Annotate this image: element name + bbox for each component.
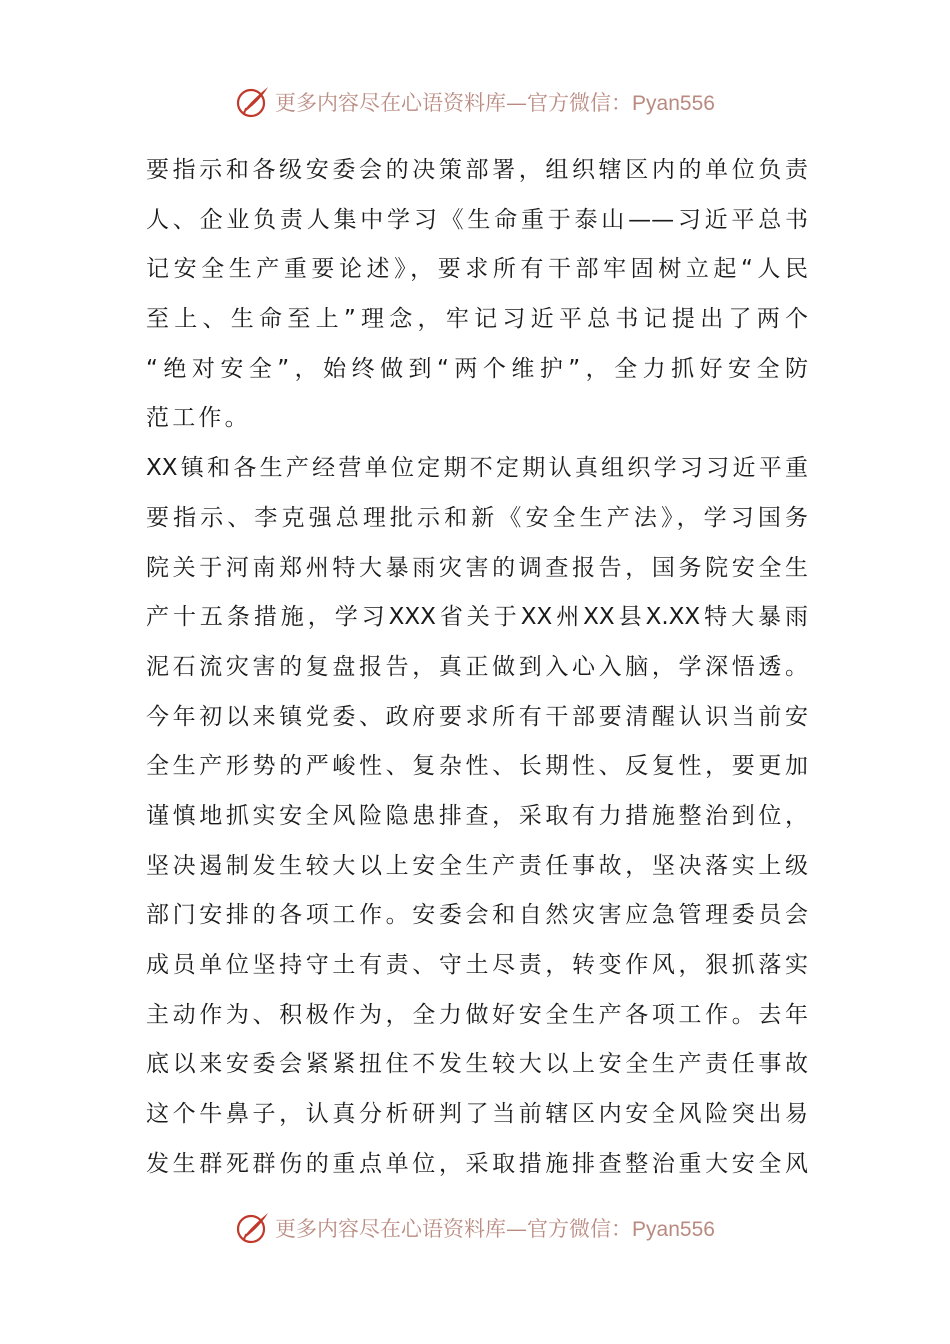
footer-banner bbox=[0, 1208, 950, 1248]
body-line: 底以来安委会紧紧扭住不发生较大以上安全生产责任事故 bbox=[146, 1051, 808, 1078]
footer-wechat-id: Pyan556 bbox=[632, 1218, 715, 1241]
body-line: 记安全生产重要论述》，要求所有干部牢固树立起“人民 bbox=[146, 256, 808, 283]
body-line: 坚决遏制发生较大以上安全生产责任事故，坚决落实上级 bbox=[146, 852, 808, 879]
body-line: 谨慎地抓实安全风险隐患排查，采取有力措施整治到位， bbox=[146, 802, 808, 829]
body-line: 范工作。 bbox=[146, 405, 251, 432]
quill-pen-logo-icon bbox=[235, 1210, 271, 1246]
body-line: 今年初以来镇党委、政府要求所有干部要清醒认识当前安 bbox=[146, 703, 808, 730]
body-line: 成员单位坚持守土有责、守土尽责，转变作风，狠抓落实 bbox=[146, 952, 808, 978]
body-line: 这个牛鼻子，认真分析研判了当前辖区内安全风险突出易 bbox=[146, 1101, 808, 1128]
body-line: 部门安排的各项工作。安委会和自然灾害应急管理委员会 bbox=[146, 902, 808, 929]
body-line: 要指示、李克强总理批示和新《安全生产法》，学习国务 bbox=[146, 504, 808, 531]
header-banner bbox=[0, 82, 950, 122]
body-line: 要指示和各级安委会的决策部署，组织辖区内的单位负责 bbox=[146, 157, 808, 183]
body-line: 主动作为、积极作为，全力做好安全生产各项工作。去年 bbox=[146, 1001, 808, 1028]
quill-pen-logo-icon bbox=[235, 84, 271, 120]
body-line: XX镇和各生产经营单位定期不定期认真组织学习习近平重 bbox=[146, 455, 808, 482]
body-line: 全生产形势的严峻性、复杂性、长期性、反复性，要更加 bbox=[146, 753, 808, 780]
body-line: 人、企业负责人集中学习《生命重于泰山——习近平总书 bbox=[146, 206, 808, 233]
document-body bbox=[146, 146, 808, 1189]
footer-banner-text: 更多内容尽在心语资料库—官方微信：Pyan556 bbox=[275, 1217, 715, 1241]
body-line: 院关于河南郑州特大暴雨灾害的调查报告，国务院安全生 bbox=[146, 554, 808, 581]
body-line: 发生群死群伤的重点单位，采取措施排查整治重大安全风 bbox=[146, 1150, 808, 1177]
body-line: 产十五条措施，学习XXX省关于XX州XX县X.XX特大暴雨 bbox=[146, 604, 808, 631]
body-line: “绝对安全”，始终做到“两个维护”，全力抓好安全防 bbox=[146, 355, 808, 382]
header-wechat-id: Pyan556 bbox=[632, 92, 715, 115]
body-line: 泥石流灾害的复盘报告，真正做到入心入脑，学深悟透。 bbox=[146, 653, 808, 680]
body-line: 至上、生命至上”理念，牢记习近平总书记提出了两个 bbox=[146, 306, 808, 333]
header-banner-text: 更多内容尽在心语资料库—官方微信：Pyan556 bbox=[275, 91, 715, 115]
